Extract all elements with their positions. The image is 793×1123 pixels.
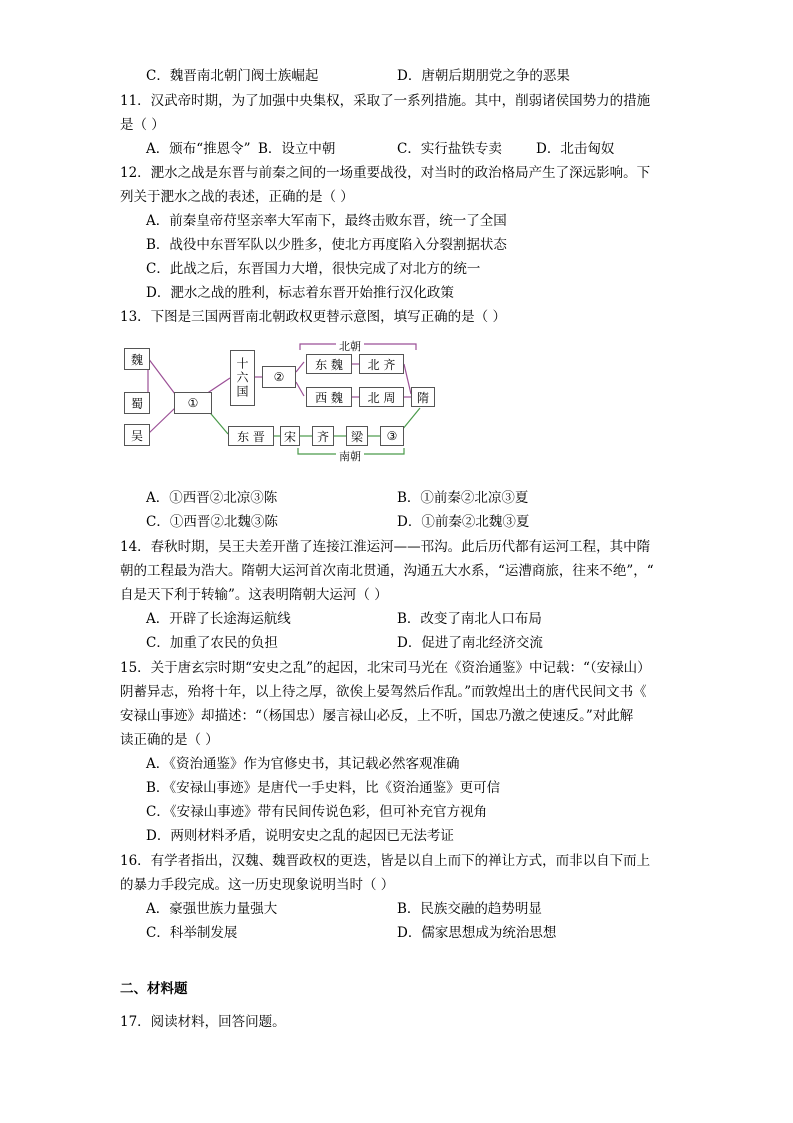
- box-north-zhou: 北 周: [359, 387, 404, 407]
- q12-option-b: B．战役中东晋军队以少胜多，使北方再度陷入分裂割据状态: [146, 237, 507, 253]
- q15-stem-cont-2: 安禄山事迹》却描述：“（杨国忠）屡言禄山必反，上不听，国忠乃激之使速反。”对此解: [120, 708, 634, 724]
- q13-option-a: A．①西晋②北凉③陈: [146, 490, 278, 506]
- q16-option-a: A．豪强世族力量强大: [146, 901, 278, 917]
- q13-option-b: B．①前秦②北凉③夏: [397, 490, 529, 506]
- q15-stem-cont: 阴蓄异志，殆将十年，以上待之厚，欲俟上晏驾然后作乱。”而敦煌出土的唐代民间文书《: [120, 684, 647, 700]
- q14-stem-cont-2: 自是天下利于转输”。这表明隋朝大运河（ ）: [120, 587, 388, 603]
- q17-stem: 17．阅读材料，回答问题。: [120, 1014, 286, 1030]
- q12-option-c: C．此战之后，东晋国力大增，很快完成了对北方的统一: [146, 261, 481, 277]
- q16-option-d: D．儒家思想成为统治思想: [397, 925, 557, 941]
- q10-option-d: D．唐朝后期朋党之争的恶果: [397, 68, 570, 84]
- q14-stem: 14．春秋时期，吴王夫差开凿了连接江淮运河——邗沟。此后历代都有运河工程，其中隋: [120, 539, 651, 555]
- q14-option-a: A．开辟了长途海运航线: [146, 611, 291, 627]
- regime-succession-diagram: [120, 336, 440, 463]
- q15-option-d: D．两则材料矛盾，说明安史之乱的起因已无法考证: [146, 828, 454, 844]
- box-circle-2: ②: [262, 366, 296, 388]
- box-north-qi: 北 齐: [359, 354, 404, 374]
- box-wu: 吴: [124, 424, 150, 446]
- q11-stem: 11．汉武帝时期，为了加强中央集权，采取了一系列措施。其中，削弱诸侯国势力的措施: [120, 93, 651, 109]
- q12-stem-cont: 列关于淝水之战的表述，正确的是（ ）: [120, 189, 354, 205]
- q14-option-d: D．促进了南北经济交流: [397, 635, 543, 651]
- q11-option-b: B．设立中朝: [258, 141, 336, 157]
- q11-option-c: C．实行盐铁专卖: [397, 141, 502, 157]
- q15-option-c: C．《安禄山事迹》带有民间传说色彩，但可补充官方视角: [146, 804, 488, 820]
- q15-stem: 15．关于唐玄宗时期“安史之乱”的起因，北宋司马光在《资治通鉴》中记载：“（安禄山）: [120, 660, 651, 676]
- q12-option-a: A．前秦皇帝苻坚亲率大军南下，最终击败东晋，统一了全国: [146, 213, 507, 229]
- box-qi: 齐: [312, 426, 334, 446]
- q14-option-b: B．改变了南北人口布局: [397, 611, 542, 627]
- q12-option-d: D．淝水之战的胜利，标志着东晋开始推行汉化政策: [146, 285, 454, 301]
- q10-option-c: C．魏晋南北朝门阀士族崛起: [146, 68, 319, 84]
- box-circle-3: ③: [380, 426, 404, 446]
- q16-option-c: C．科举制发展: [146, 925, 238, 941]
- q13-stem: 13．下图是三国两晋南北朝政权更替示意图，填写正确的是（ ）: [120, 309, 506, 325]
- q13-option-c: C．①西晋②北魏③陈: [146, 514, 278, 530]
- q16-stem: 16．有学者指出，汉魏、魏晋政权的更迭，皆是以自上而下的禅让方式，而非以自下而上: [120, 853, 651, 869]
- q12-stem: 12．淝水之战是东晋与前秦之间的一场重要战役，对当时的政治格局产生了深远影响。下: [120, 165, 651, 181]
- q13-option-d: D．①前秦②北魏③夏: [397, 514, 530, 530]
- q14-stem-cont: 朝的工程最为浩大。隋朝大运河首次南北贯通，沟通五大水系，“运漕商旅，往来不绝”，“: [120, 563, 654, 579]
- box-sixteen-kingdoms: 十六国: [230, 350, 255, 406]
- box-east-wei: 东 魏: [306, 354, 352, 374]
- box-east-jin: 东 晋: [228, 426, 274, 446]
- box-song: 宋: [280, 426, 300, 446]
- box-sui: 隋: [411, 387, 435, 407]
- q16-option-b: B．民族交融的趋势明显: [397, 901, 542, 917]
- q11-stem-cont: 是（ ）: [120, 117, 165, 133]
- label-north-dynasties: 北朝: [336, 338, 364, 354]
- q11-option-a: A．颁布“推恩令”: [146, 141, 251, 157]
- box-shu: 蜀: [124, 392, 150, 414]
- box-circle-1: ①: [174, 392, 212, 414]
- section-heading-material: 二、材料题: [120, 981, 188, 997]
- q15-option-b: B．《安禄山事迹》是唐代一手史料，比《资治通鉴》更可信: [146, 780, 501, 796]
- label-south-dynasties: 南朝: [336, 448, 364, 464]
- q16-stem-cont: 的暴力手段完成。这一历史现象说明当时（ ）: [120, 877, 395, 893]
- box-liang: 梁: [346, 426, 368, 446]
- q15-option-a: A．《资治通鉴》作为官修史书，其记载必然客观准确: [146, 756, 460, 772]
- box-west-wei: 西 魏: [306, 387, 352, 407]
- box-wei: 魏: [124, 348, 150, 370]
- q14-option-c: C．加重了农民的负担: [146, 635, 278, 651]
- q15-stem-cont-3: 读正确的是（ ）: [120, 732, 219, 748]
- q11-option-d: D．北击匈奴: [536, 141, 615, 157]
